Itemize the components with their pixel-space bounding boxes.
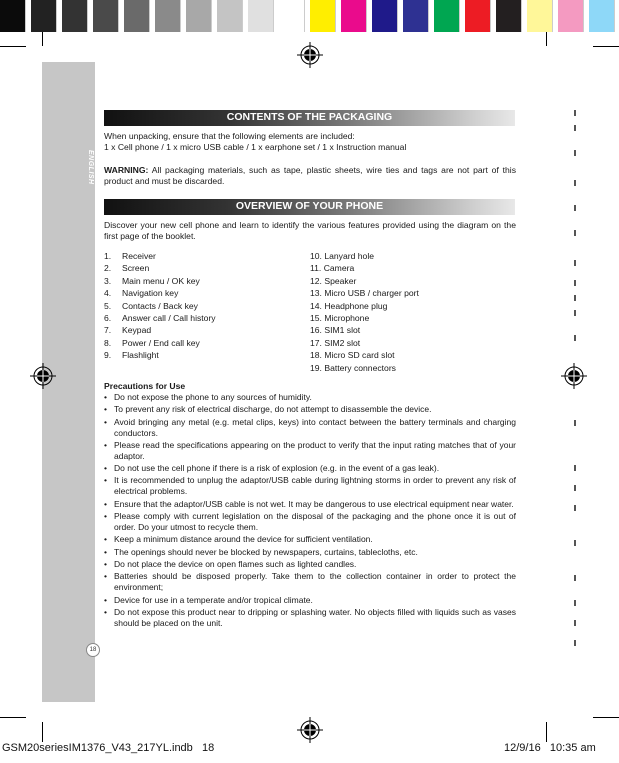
- language-label: ENGLISH: [87, 150, 94, 185]
- color-swatch: [155, 0, 181, 32]
- bleed-mark: [574, 295, 576, 301]
- list-item-number: 7.: [104, 325, 112, 336]
- color-swatch: [310, 0, 336, 32]
- list-item: 19. Battery connectors: [310, 362, 396, 373]
- list-item: 18. Micro SD card slot: [310, 350, 395, 361]
- precaution-item: • Do not expose the phone to any sources of humidity.: [104, 392, 516, 403]
- color-swatch: [124, 0, 150, 32]
- list-item: [104, 324, 216, 336]
- list-item: 14. Headphone plug: [310, 300, 388, 311]
- crop-mark: [546, 722, 547, 742]
- color-swatch: [496, 0, 522, 32]
- footer-filename: GSM20seriesIM1376_V43_217YL.indb 18: [2, 742, 215, 754]
- list-item: 16. SIM1 slot: [310, 325, 361, 336]
- crop-mark: [593, 717, 619, 718]
- list-item-number: 1.: [104, 251, 112, 261]
- crop-mark: [42, 722, 43, 742]
- precaution-item: • It is recommended to unplug the adaptor/USB cable during lightning storms in order to prevent any risk of electrical problems.: [104, 475, 516, 497]
- list-item-label: Flashlight: [122, 350, 159, 361]
- list-item: [104, 287, 216, 299]
- color-calibration-bar: [0, 0, 619, 32]
- list-item: [104, 250, 216, 262]
- list-item-label: Screen: [122, 263, 150, 274]
- list-item-label: Main menu / OK key: [122, 275, 200, 286]
- list-item: [104, 312, 216, 324]
- list-item-label: Answer call / Call history: [122, 313, 216, 324]
- precaution-item: • To prevent any risk of electrical discharge, do not attempt to disassemble the device.: [104, 404, 516, 415]
- precaution-item: • Device for use in a temperate and/or tropical climate.: [104, 595, 516, 606]
- bleed-mark: [574, 125, 576, 131]
- color-swatch: [62, 0, 88, 32]
- list-item-label: Receiver: [122, 251, 156, 261]
- bleed-mark: [574, 310, 576, 316]
- bleed-mark: [574, 465, 576, 471]
- bleed-mark: [574, 540, 576, 546]
- list-item-number: 8.: [104, 337, 112, 348]
- crop-mark: [546, 32, 547, 46]
- bleed-mark: [574, 280, 576, 286]
- bleed-mark: [574, 180, 576, 186]
- bleed-mark: [574, 335, 576, 341]
- list-item: 12. Speaker: [310, 275, 357, 286]
- warning-text: All packaging materials, such as tape, plastic sheets, wire ties and tags are not part of this product and must be discarded.: [104, 165, 516, 186]
- bleed-mark: [574, 150, 576, 156]
- color-swatch: [248, 0, 274, 32]
- color-swatch: [465, 0, 491, 32]
- packaging-intro: [104, 131, 516, 153]
- list-item-label: Navigation key: [122, 288, 179, 299]
- list-item: 17. SIM2 slot: [310, 337, 361, 348]
- color-swatch: [589, 0, 615, 32]
- precaution-item: • The openings should never be blocked by newspapers, curtains, tablecloths, etc.: [104, 547, 516, 558]
- color-swatch: [434, 0, 460, 32]
- bleed-mark: [574, 110, 576, 116]
- list-item: [104, 275, 216, 287]
- color-swatch: [217, 0, 243, 32]
- bleed-mark: [574, 230, 576, 236]
- list-item-label: Contacts / Back key: [122, 300, 198, 311]
- list-item-number: 3.: [104, 275, 112, 286]
- bleed-mark: [574, 205, 576, 211]
- packaging-items-line: 1 x Cell phone / 1 x micro USB cable / 1 x earphone set / 1 x Instruction manual: [104, 142, 407, 152]
- section-title: OVERVIEW OF YOUR PHONE: [235, 200, 384, 212]
- bleed-mark: [574, 640, 576, 646]
- list-item-number: 5.: [104, 300, 112, 311]
- bleed-mark: [574, 485, 576, 491]
- color-swatch: [93, 0, 119, 32]
- list-item: [104, 337, 216, 349]
- registration-mark-icon: [297, 717, 323, 743]
- list-item-label: Power / End call key: [122, 337, 200, 348]
- precaution-item: • Batteries should be disposed properly. Take them to the collection container in order to protect the environment;: [104, 571, 516, 593]
- footer-timestamp: 12/9/16 10:35 am: [504, 742, 596, 754]
- precautions-list: [104, 392, 516, 630]
- list-item-number: 4.: [104, 288, 112, 299]
- overview-intro: Discover your new cell phone and learn to identify the various features provided using the diagram on the first page of the booklet.: [104, 220, 516, 241]
- list-item: 13. Micro USB / charger port: [310, 288, 419, 299]
- list-item: 11. Camera: [310, 263, 355, 274]
- list-item-number: 2.: [104, 263, 112, 274]
- color-swatch: [0, 0, 26, 32]
- precaution-item: • Please read the specifications appearing on the product to verify that the input rating matches that of your adaptor.: [104, 440, 516, 462]
- bleed-mark: [574, 620, 576, 626]
- packaging-warning: [104, 165, 516, 187]
- color-swatch: [186, 0, 212, 32]
- color-swatch: [527, 0, 553, 32]
- precaution-item: • Please comply with current legislation on the disposal of the packaging and the phone once it is out of order. Do your utmost to recycle them.: [104, 511, 516, 533]
- crop-mark: [0, 46, 26, 47]
- list-item-number: 6.: [104, 313, 112, 324]
- list-item: [104, 300, 216, 312]
- packaging-intro-line: When unpacking, ensure that the following elements are included:: [104, 131, 355, 141]
- color-swatch: [372, 0, 398, 32]
- list-item: [104, 262, 216, 274]
- precaution-item: • Do not use the cell phone if there is a risk of explosion (e.g. in the event of a gas leak).: [104, 463, 516, 474]
- warning-label: WARNING:: [104, 165, 149, 175]
- color-swatch: [403, 0, 429, 32]
- color-swatch: [558, 0, 584, 32]
- page-number: 18: [86, 643, 100, 657]
- registration-mark-icon: [561, 363, 587, 389]
- bleed-mark: [574, 575, 576, 581]
- registration-mark-icon: [30, 363, 56, 389]
- color-swatch: [279, 0, 305, 32]
- parts-list-left: [104, 250, 216, 362]
- parts-list-right: [310, 250, 419, 374]
- precaution-item: • Keep a minimum distance around the device for sufficient ventilation.: [104, 534, 516, 545]
- precaution-item: • Avoid bringing any metal (e.g. metal clips, keys) into contact between the battery terminals and charging conductors.: [104, 417, 516, 439]
- bleed-mark: [574, 420, 576, 426]
- crop-mark: [42, 32, 43, 46]
- list-item: [104, 349, 216, 361]
- precautions-title: Precautions for Use: [104, 381, 186, 391]
- color-swatch: [31, 0, 57, 32]
- bleed-mark: [574, 600, 576, 606]
- registration-mark-icon: [297, 42, 323, 68]
- section-header-overview: [104, 199, 515, 215]
- crop-mark: [593, 46, 619, 47]
- section-title: CONTENTS OF THE PACKAGING: [226, 111, 393, 123]
- color-swatch: [341, 0, 367, 32]
- bleed-mark: [574, 505, 576, 511]
- precaution-item: • Ensure that the adaptor/USB cable is not wet. It may be dangerous to use electrical equipment near water.: [104, 499, 516, 510]
- precaution-item: • Do not expose this product near to dripping or splashing water. No objects filled with liquids such as vases should be placed on the unit.: [104, 607, 516, 629]
- list-item-number: 9.: [104, 350, 112, 361]
- precaution-item: • Do not place the device on open flames such as lighted candles.: [104, 559, 516, 570]
- crop-mark: [0, 717, 26, 718]
- list-item-label: Keypad: [122, 325, 152, 336]
- bleed-mark: [574, 260, 576, 266]
- list-item: 10. Lanyard hole: [310, 251, 375, 261]
- section-header-packaging: [104, 110, 515, 126]
- list-item: 15. Microphone: [310, 313, 370, 324]
